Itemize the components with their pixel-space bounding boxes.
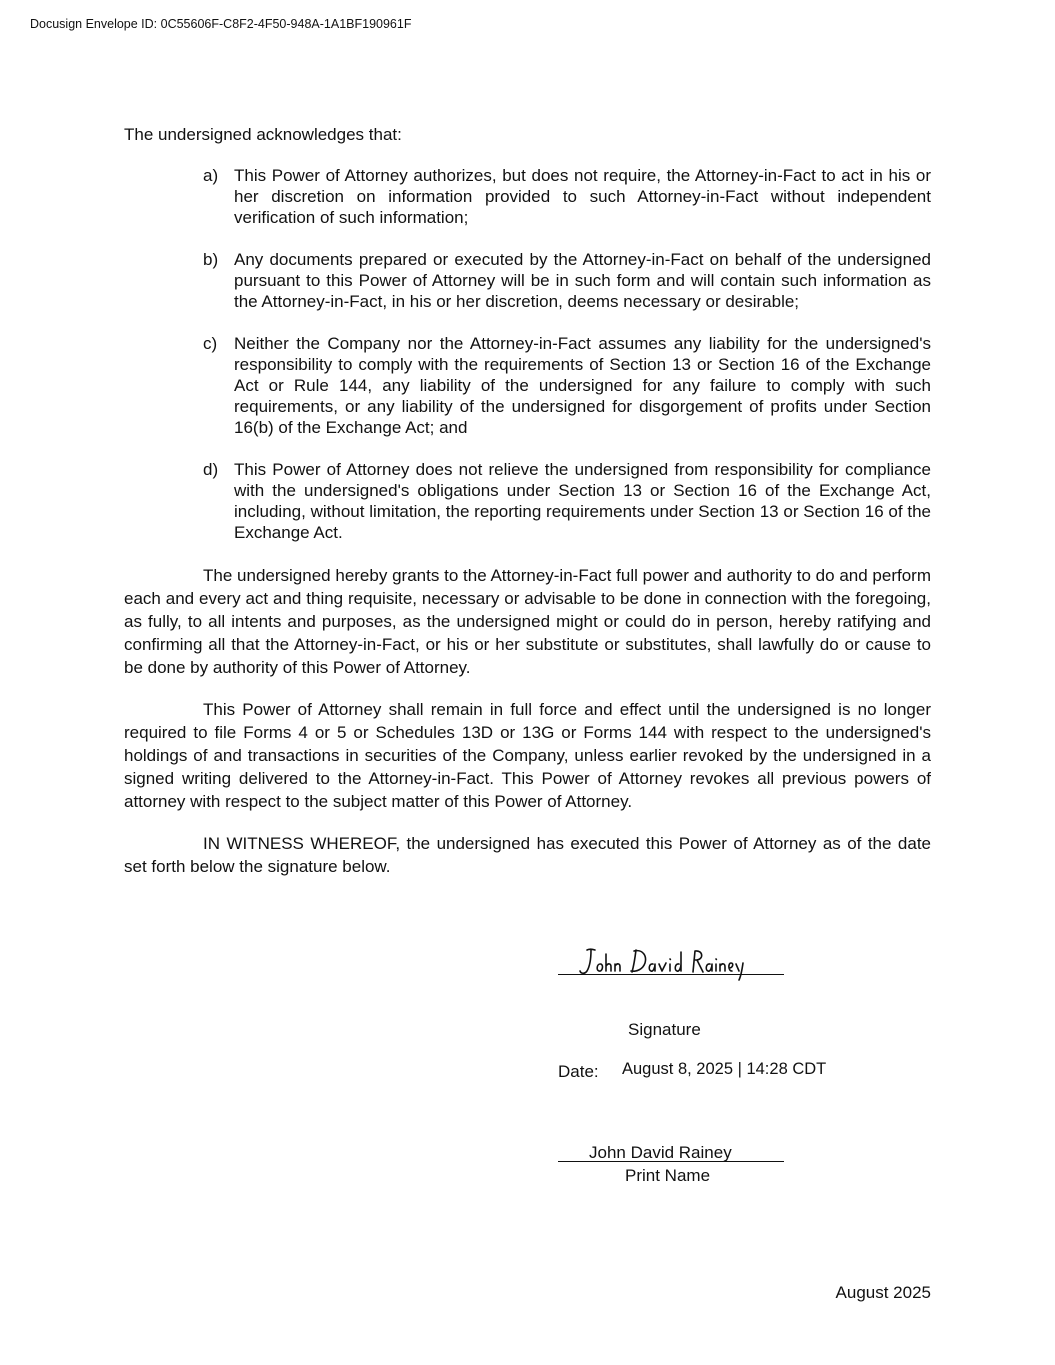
printed-name: John David Rainey [589, 1143, 732, 1162]
acknowledgement-list [124, 165, 931, 543]
document-body [124, 124, 931, 897]
grant-paragraph: The undersigned hereby grants to the Attorney-in-Fact full power and authority to do and perform each and every act and thing requisite, necessary or advisable to be done in connection with the foregoing, as fully, to all intents and purposes, as the undersigned might or could do in person, hereby ratifying and confirming all that the Attorney-in-Fact, or his or her substitute or substitutes, shall lawfully do or cause to be done by authority of this Power of Attorney. [124, 566, 931, 677]
acknowledgement-item-b [203, 249, 931, 312]
witness-paragraph: IN WITNESS WHEREOF, the undersigned has executed this Power of Attorney as of the date set forth below the signature below. [124, 834, 931, 876]
item-letter: c) [203, 334, 218, 353]
item-letter: d) [203, 460, 219, 479]
date-value: August 8, 2025 | 14:28 CDT [622, 1060, 827, 1078]
duration-paragraph: This Power of Attorney shall remain in full force and effect until the undersigned is no longer required to file Forms 4 or 5 or Schedules 13D or 13G or Forms 144 with respect to the undersigned's holdings of and transactions in securities of the Company, unless earlier revoked by the undersigned in a signed writing delivered to the Attorney-in-Fact. This Power of Attorney revokes all previous powers of attorney with respect to the subject matter of this Power of Attorney. [124, 700, 931, 811]
item-text: This Power of Attorney does not relieve the undersigned from responsibility for compliance with the undersigned's obligations under Section 13 or Section 16 of the Exchange Act, including, without limitation, the reporting requirements under Section 13 or Section 16 of the Exchange Act. [234, 460, 931, 542]
envelope-id: Docusign Envelope ID: 0C55606F-C8F2-4F50-948A-1A1BF190961F [30, 17, 412, 31]
item-text: Neither the Company nor the Attorney-in-Fact assumes any liability for the undersigned's responsibility to comply with the requirements of Section 13 or Section 16 of the Exchange Act or Rule 144, any liability of the undersigned for any failure to comply with such requirements, or any liability of the undersigned for disgorgement of profits under Section 16(b) of the Exchange Act; and [234, 334, 931, 437]
acknowledgement-item-a [203, 165, 931, 228]
acknowledgement-item-c [203, 333, 931, 438]
item-text: Any documents prepared or executed by the Attorney-in-Fact on behalf of the undersigned pursuant to this Power of Attorney will be in such form and will contain such information as the Attorney-in-Fact, in his or her discretion, deems necessary or desirable; [234, 250, 931, 311]
print-name-label: Print Name [625, 1166, 711, 1185]
item-text: This Power of Attorney authorizes, but does not require, the Attorney-in-Fact to act in his or her discretion on information provided to such Attorney-in-Fact without independent verification of such information; [234, 166, 931, 227]
handwritten-signature [573, 942, 773, 982]
intro-text: The undersigned acknowledges that: [124, 125, 402, 144]
footer-date: August 2025 [835, 1283, 931, 1302]
acknowledgement-item-d [203, 459, 931, 543]
signature-line [558, 974, 784, 975]
item-letter: a) [203, 166, 219, 185]
print-name-line [558, 1161, 784, 1162]
signature-label: Signature [628, 1020, 701, 1039]
date-label: Date: [558, 1062, 599, 1081]
item-letter: b) [203, 250, 219, 269]
